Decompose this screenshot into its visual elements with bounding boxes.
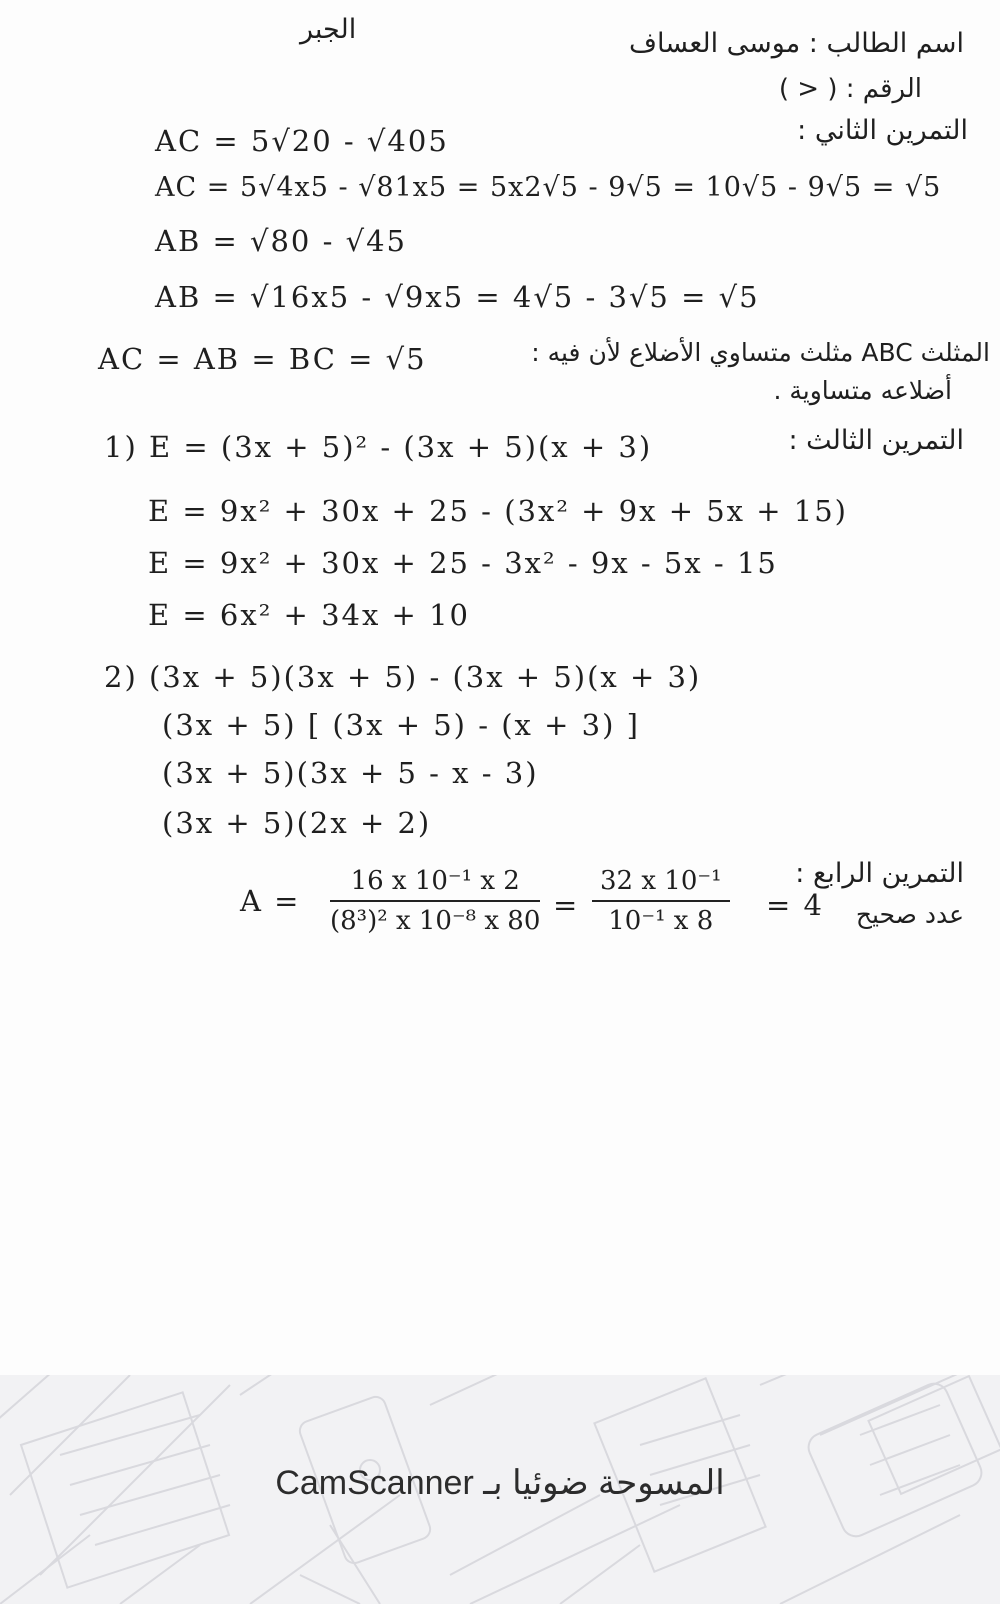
ex3-part2-line-3: (3x + 5)(3x + 5 - x - 3) (162, 756, 539, 790)
student-number: الرقم : ( < ) (778, 74, 922, 104)
camscanner-brand: CamScanner المسوحة ضوئيا بـ (275, 1464, 725, 1502)
ex3-part1-line-1: 1) E = (3x + 5)² - (3x + 5)(x + 3) (104, 430, 653, 464)
ex3-part2-line-4: (3x + 5)(2x + 2) (162, 806, 432, 840)
ex4-fraction-2-numerator: 32 x 10⁻¹ (592, 866, 730, 902)
ex2-line-3: AB = √80 - √45 (155, 224, 407, 258)
subject-title: الجبر (300, 14, 357, 45)
ex3-part1-line-4: E = 6x² + 34x + 10 (148, 598, 470, 632)
ex4-lhs: A = (240, 884, 301, 918)
ex2-line-1: AC = 5√20 - √405 (155, 124, 449, 158)
exercise4-title: التمرين الرابع : (795, 858, 964, 889)
exercise4-note: عدد صحيح (855, 900, 964, 929)
ex3-part1-line-2: E = 9x² + 30x + 25 - (3x² + 9x + 5x + 15) (148, 494, 848, 528)
ex4-equals: = (553, 888, 580, 922)
student-name: اسم الطالب : موسى العساف (629, 28, 964, 59)
ex4-result: = 4 (766, 888, 824, 922)
ex3-part2-line-1: 2) (3x + 5)(3x + 5) - (3x + 5)(x + 3) (104, 660, 702, 694)
scan-edge (0, 0, 1000, 6)
ex4-fraction-2-denominator: 10⁻¹ x 8 (608, 906, 714, 936)
ex3-part1-line-3: E = 9x² + 30x + 25 - 3x² - 9x - 5x - 15 (148, 546, 778, 580)
ex2-line-2: AC = 5√4x5 - √81x5 = 5x2√5 - 9√5 = 10√5 - 9√5 = √5 (155, 172, 942, 203)
ex2-line-5: AC = AB = BC = √5 (98, 342, 427, 376)
ex4-fraction-2 (592, 866, 730, 936)
ex2-line-4: AB = √16x5 - √9x5 = 4√5 - 3√5 = √5 (155, 280, 760, 314)
ex4-fraction-1-denominator: (8³)² x 10⁻⁸ x 80 (330, 906, 541, 936)
ex2-conclusion-1: المثلث ABC مثلث متساوي الأضلاع لأن فيه : (531, 338, 990, 367)
ex4-fraction-1 (330, 866, 540, 936)
ex4-fraction-1-numerator: 16 x 10⁻¹ x 2 (330, 866, 540, 902)
camscanner-footer (0, 1375, 1000, 1604)
exercise3-title: التمرين الثالث : (788, 425, 964, 456)
ex3-part2-line-2: (3x + 5) [ (3x + 5) - (x + 3) ] (162, 708, 640, 742)
exercise2-title: التمرين الثاني : (797, 115, 968, 146)
ex2-conclusion-2: أضلاعه متساوية . (773, 376, 952, 405)
